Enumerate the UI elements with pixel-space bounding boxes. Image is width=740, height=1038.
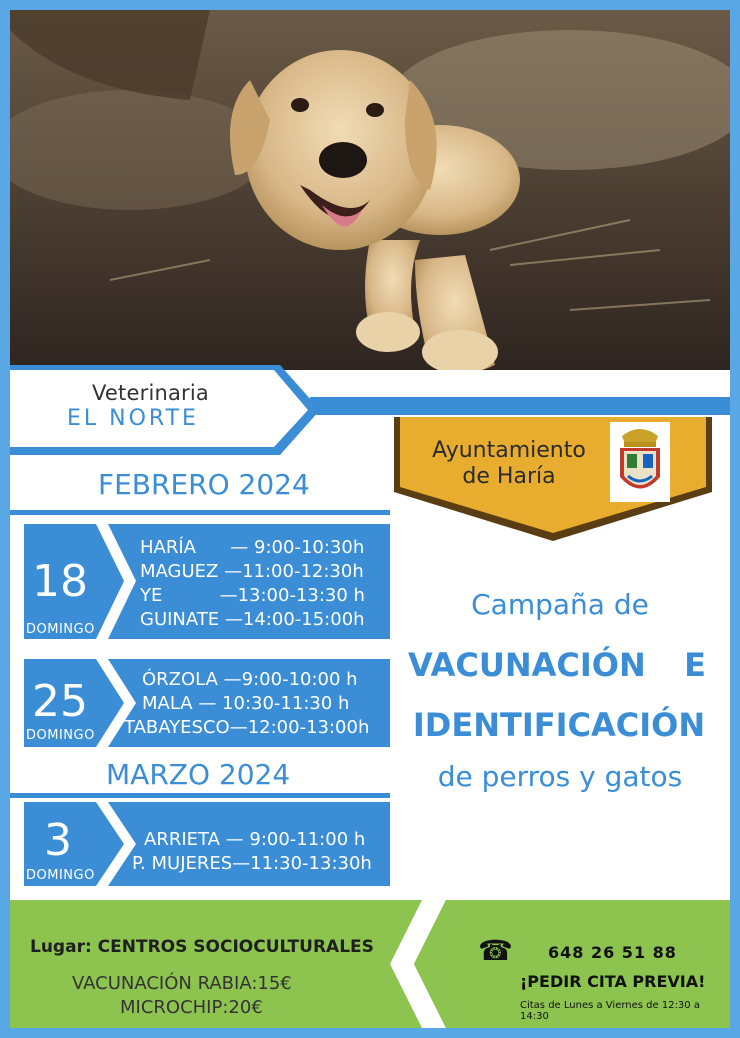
- month-divider: [10, 793, 390, 798]
- campaign-subtitle: de perros y gatos: [437, 760, 683, 793]
- day-name: DOMINGO: [26, 868, 95, 883]
- month-heading-febrero: FEBRERO 2024: [98, 468, 310, 501]
- schedule-item: GUINATE —14:00-15:00h: [140, 609, 365, 630]
- campaign-vacunacion: [408, 646, 710, 684]
- footer-band: [10, 900, 730, 1028]
- ayuntamiento-name: [405, 438, 613, 490]
- schedule-list: [124, 668, 369, 740]
- vet-logo-subtitle: EL NORTE: [67, 406, 199, 431]
- footer-appointment-note: ¡PEDIR CITA PREVIA!: [520, 972, 706, 991]
- footer-price-rabia: VACUNACIÓN RABIA:15€: [72, 973, 292, 994]
- day-number: 25: [32, 676, 88, 727]
- campaign-intro: Campaña de: [471, 588, 649, 621]
- schedule-item: ARRIETA — 9:00-11:00 h: [144, 829, 366, 850]
- day-name: DOMINGO: [26, 622, 95, 637]
- campaign-word-vacunacion: VACUNACIÓN: [408, 646, 646, 684]
- day-number: 3: [44, 815, 72, 866]
- haria-crest-icon: [610, 422, 670, 502]
- day-number: 18: [32, 556, 88, 607]
- ayuntamiento-line2: de Haría: [462, 464, 556, 489]
- vet-logo-title: Veterinaria: [92, 381, 209, 405]
- campaign-word-e: E: [684, 646, 706, 684]
- schedule-list: [132, 828, 372, 876]
- campaign-identificacion: IDENTIFICACIÓN: [412, 706, 706, 744]
- footer-location: Lugar: CENTROS SOCIOCULTURALES: [30, 937, 374, 957]
- schedule-item: HARÍA — 9:00-10:30h: [140, 537, 365, 558]
- ayuntamiento-line1: Ayuntamiento: [432, 438, 586, 463]
- schedule-item: MAGUEZ —11:00-12:30h: [140, 561, 364, 582]
- schedule-list: [140, 536, 365, 632]
- schedule-item: TABAYESCO—12:00-13:00h: [124, 717, 370, 738]
- footer-hours: Citas de Lunes a Viernes de 12:30 a 14:30: [520, 1000, 700, 1022]
- dog-photo: [10, 10, 730, 370]
- footer-price-microchip: MICROCHIP:20€: [120, 997, 263, 1018]
- schedule-item: MALA — 10:30-11:30 h: [142, 693, 350, 714]
- phone-icon: ☎: [478, 934, 513, 967]
- month-heading-marzo: MARZO 2024: [106, 758, 291, 791]
- month-divider: [10, 510, 390, 515]
- schedule-item: ÓRZOLA —9:00-10:00 h: [142, 669, 358, 690]
- schedule-item: YE —13:00-13:30 h: [140, 585, 365, 606]
- schedule-item: P. MUJERES—11:30-13:30h: [132, 853, 372, 874]
- poster-content: [10, 10, 730, 1028]
- day-name: DOMINGO: [26, 728, 95, 743]
- footer-phone-number: 648 26 51 88: [548, 943, 677, 962]
